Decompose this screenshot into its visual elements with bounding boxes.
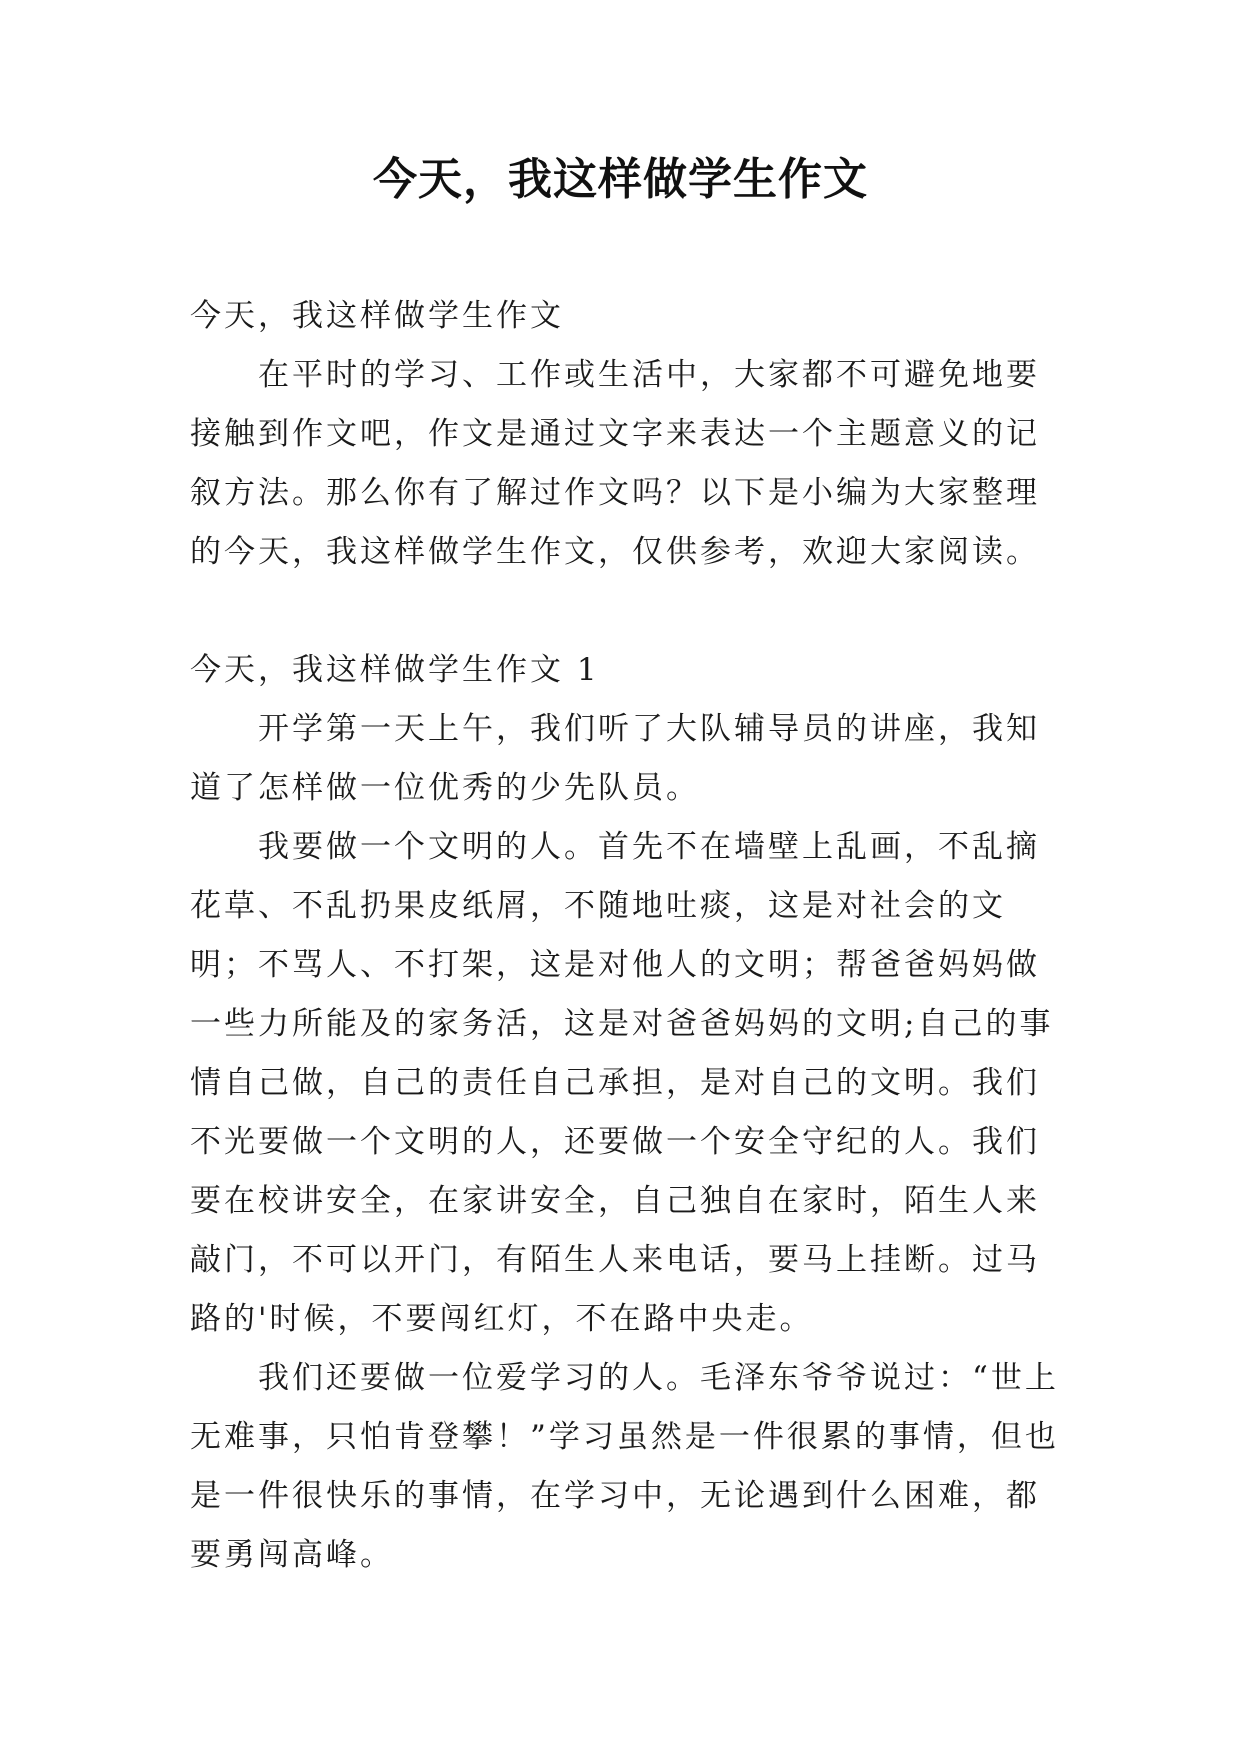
intro-heading: 今天，我这样做学生作文 [190, 298, 564, 334]
essay-paragraph-2: 我要做一个文明的人。首先不在墙壁上乱画，不乱摘花草、不乱扔果皮纸屑，不随地吐痰，这是对社会的文明；不骂人、不打架，这是对他人的文明；帮爸爸妈妈做一些力所能及的家务活，这是对爸爸妈妈的文明;自己的事情自己做，自己的责任自己承担，是对自己的文明。我们不光要做一个文明的人，还要做一个安全守纪的人。我们要在校讲安全，在家讲安全，自己独自在家时，陌生人来敲门，不可以开门，有陌生人来电话，要马上挂断。过马路的'时候，不要闯红灯，不在路中央走。 [190, 829, 1054, 1337]
essay-paragraph-1: 开学第一天上午，我们听了大队辅导员的讲座，我知道了怎样做一位优秀的少先队员。 [190, 711, 1040, 806]
intro-paragraph: 在平时的学习、工作或生活中，大家都不可避免地要接触到作文吧，作文是通过文字来表达一个主题意义的记叙方法。那么你有了解过作文吗？以下是小编为大家整理的今天，我这样做学生作文，仅供参考，欢迎大家阅读。 [190, 357, 1040, 570]
document-body [190, 287, 1070, 1585]
essay-heading: 今天，我这样做学生作文 1 [190, 652, 600, 688]
essay-paragraph-3: 我们还要做一位爱学习的人。毛泽东爷爷说过：“世上无难事，只怕肯登攀！”学习虽然是一件很累的事情，但也是一件很快乐的事情，在学习中，无论遇到什么困难，都要勇闯高峰。 [190, 1360, 1059, 1573]
section-spacer [190, 582, 1070, 641]
document-title: 今天，我这样做学生作文 [373, 154, 868, 205]
